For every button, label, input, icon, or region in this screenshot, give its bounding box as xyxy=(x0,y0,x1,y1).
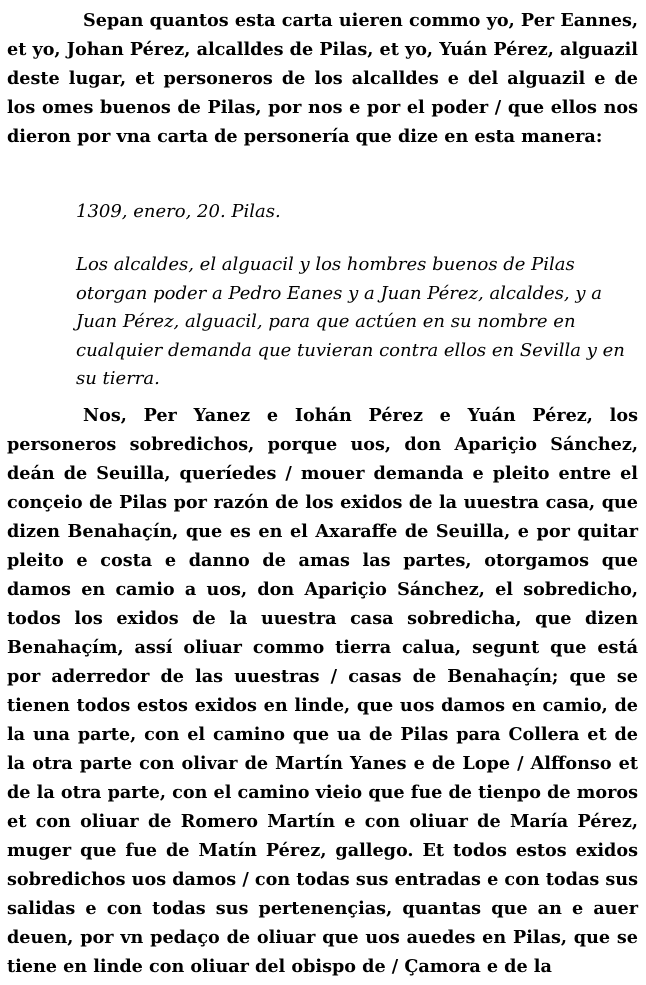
body-paragraph: Nos, Per Yanez e Iohán Pérez e Yuán Pérez, los personeros sobredichos, porque uos, don Apariçio Sánchez, deán de Seuilla, queríedes / mouer demanda e pleito entre el conçeio de Pilas por razón de los exidos de la uuestra casa, que dizen Benahaçín, que es en el Axaraffe de Seuilla, e por quitar pleito e costa e danno de amas las partes, otorgamos que damos en camio a uos, don Apariçio Sánchez, el sobredicho, todos los exidos de la uuestra casa sobredicha, que dizen Benahaçím, assí oliuar commo tierra calua, segunt que está por aderredor de las uuestras / casas de Benahaçín; que se tienen todos estos exidos en linde, que uos damos en camio, de la una parte, con el camino que ua de Pilas para Collera et de la otra parte con olivar de Martín Yanes e de Lope / Alffonso et de la otra parte, con el camino vieio que fue de tienpo de moros et con oliuar de Romero Martín e con oliuar de María Pérez, muger que fue de Matín Pérez, gallego. Et todos estos exidos sobredichos uos damos / con todas sus entradas e con todas sus salidas e con todas sus pertenençias, quantas que an e auer deuen, por vn pedaço de oliuar que uos auedes en Pilas, que se tiene en linde con oliuar del obispo de / Çamora e de la xyxy=(7,405,638,977)
document-date-line: 1309, enero, 20. Pilas. xyxy=(76,201,281,222)
opening-paragraph: Sepan quantos esta carta uieren commo yo, Per Eannes, et yo, Johan Pérez, alcalldes de Pilas, et yo, Yuán Pérez, alguazil deste lugar, et personeros de los alcalldes e del alguazil e de los omes buenos de Pilas, por nos e por el poder / que ellos nos dieron por vna carta de personería que dize en esta manera: xyxy=(7,10,638,147)
document-summary: Los alcaldes, el alguacil y los hombres buenos de Pilas otorgan poder a Pedro Eanes y a Juan Pérez, alcaldes, y a Juan Pérez, alguacil, para que actúen en su nombre en cualquier demanda que tuvieran contra ellos en Sevilla y en su tierra. xyxy=(76,254,625,389)
